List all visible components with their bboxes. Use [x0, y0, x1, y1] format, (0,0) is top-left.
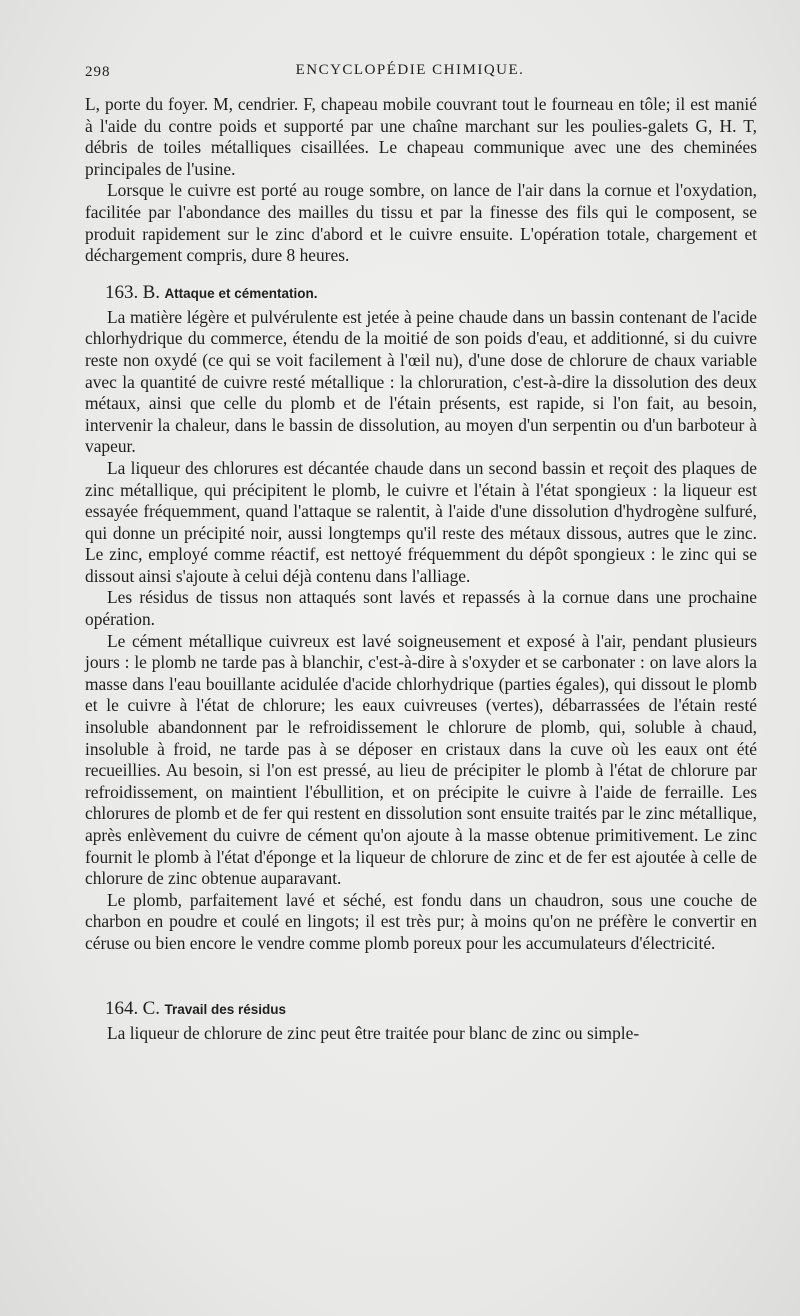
- section-number: 164.: [105, 997, 139, 1019]
- paragraph: Lorsque le cuivre est porté au rouge sombre, on lance de l'air dans la cornue et l'oxydation, facilitée par l'abondance des mailles du tissu et par la finesse des fils qui le composent, se produit rapidement sur le zinc d'abord et le cuivre ensuite. L'opération totale, chargement et déchargement compris, dure 8 heures.: [85, 180, 757, 266]
- section-letter: C.: [142, 997, 161, 1019]
- body-text: [85, 94, 757, 1044]
- page-number: 298: [85, 64, 111, 80]
- paragraph: L, porte du foyer. M, cendrier. F, chapeau mobile couvrant tout le fourneau en tôle; il est manié à l'aide du contre poids et supporté par une chaîne marchant sur les poulies-galets G, H. T, débris de toiles métalliques cisaillées. Le chapeau communique avec une des cheminées principales de l'usine.: [85, 94, 757, 179]
- section-heading-163: [85, 281, 757, 305]
- page-header: [85, 62, 735, 86]
- section-heading-164: [85, 997, 757, 1021]
- paragraph: La matière légère et pulvérulente est jetée à peine chaude dans un bassin contenant de l'acide chlorhydrique du commerce, étendu de la moitié de son poids d'eau, et additionné, si du cuivre reste non oxydé (ce qui se voit facilement à l'œil nu), d'une dose de chlorure de chaux variable avec la quantité de cuivre resté métallique : la chloruration, c'est-à-dire la dissolution des deux métaux, ainsi que celle du plomb et de l'étain présents, est rapide, si l'on fait, au besoin, intervenir la chaleur, dans le bassin de dissolution, au moyen d'un serpentin ou d'un barboteur à vapeur.: [85, 306, 757, 457]
- section-title: Travail des résidus: [164, 1001, 287, 1017]
- section-letter: B.: [142, 281, 161, 303]
- paragraph: Le plomb, parfaitement lavé et séché, est fondu dans un chaudron, sous une couche de charbon en poudre et coulé en lingots; il est très pur; à moins qu'on ne préfère le convertir en céruse ou bien encore le vendre comme plomb poreux pour les accumulateurs d'électricité.: [85, 889, 757, 953]
- paragraph: La liqueur des chlorures est décantée chaude dans un second bassin et reçoit des plaques de zinc métallique, qui précipitent le plomb, le cuivre et l'étain à l'état spongieux : la liqueur est essayée fréquemment, quand l'attaque se ralentit, à l'aide d'une dissolution d'hydrogène sulfuré, qui donne un précipité noir, aussi longtemps qu'il reste des métaux dissous, autres que le zinc. Le zinc, employé comme réactif, est nettoyé fréquemment du dépôt spongieux : le zinc qui se dissout ainsi s'ajoute à celui déjà contenu dans l'alliage.: [85, 457, 757, 586]
- running-title: ENCYCLOPÉDIE CHIMIQUE.: [295, 62, 525, 78]
- spacer: [85, 955, 757, 983]
- section-title: Attaque et cémentation.: [164, 285, 318, 301]
- section-number: 163.: [105, 281, 139, 303]
- paragraph: Le cément métallique cuivreux est lavé soigneusement et exposé à l'air, pendant plusieurs jours : le plomb ne tarde pas à blanchir, c'est-à-dire à s'oxyder et se carbonater : on lave alors la masse dans l'eau bouillante acidulée d'acide chlorhydrique (parties égales), qui dissout le plomb et le cuivre à l'état de chlorure; les eaux cuivreuses (vertes), débarrassées de l'étain resté insoluble abandonnent par le refroidissement le chlorure de plomb, qui, soluble à chaud, insoluble à froid, ne tarde pas à se déposer en cristaux dans la cuve où les eaux ont été recueillies. Au besoin, si l'on est pressé, au lieu de précipiter le plomb à l'état de chlorure par refroidissement, on maintient l'ébullition, et on précipite le cuivre à l'aide de ferraille. Les chlorures de plomb et de fer qui restent en dissolution sont ensuite traités par le zinc métallique, après enlèvement du cuivre de cément qu'on ajoute à la masse obtenue primitivement. Le zinc fournit le plomb à l'état d'éponge et la liqueur de chlorure de zinc et de fer est ajoutée à celle de chlorure de zinc obtenue auparavant.: [85, 630, 757, 889]
- paragraph: Les résidus de tissus non attaqués sont lavés et repassés à la cornue dans une prochaine opération.: [85, 587, 757, 630]
- paragraph: La liqueur de chlorure de zinc peut être traitée pour blanc de zinc ou simple-: [107, 1022, 640, 1043]
